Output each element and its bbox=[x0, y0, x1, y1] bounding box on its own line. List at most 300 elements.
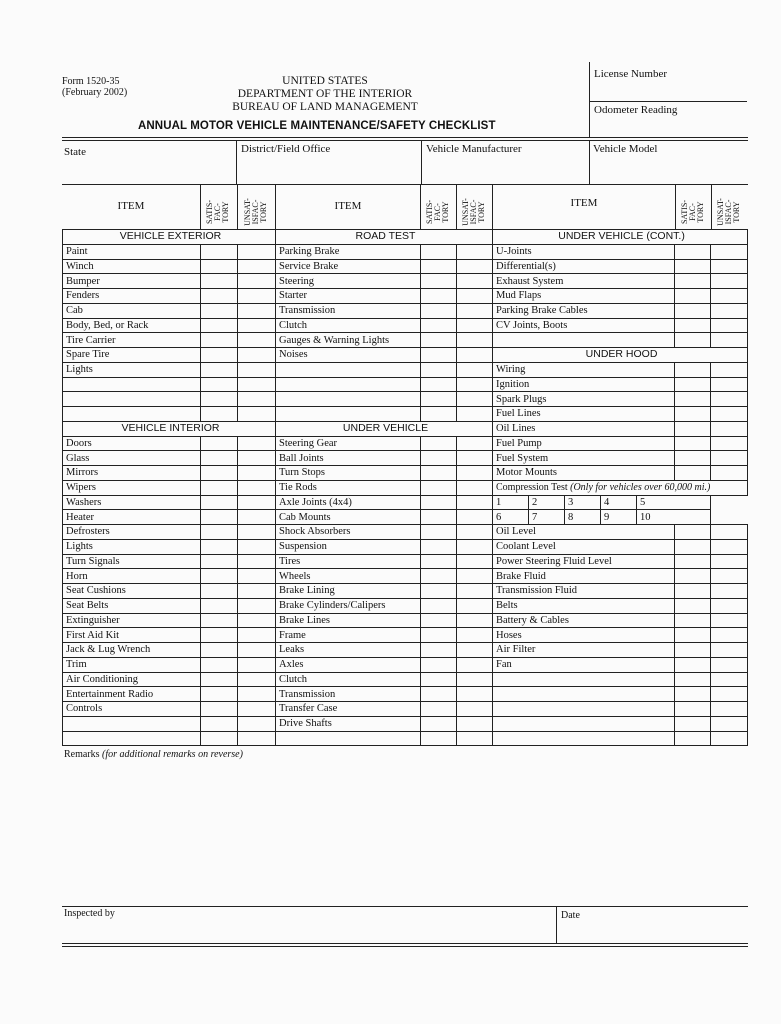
item-blank-10 bbox=[493, 672, 675, 687]
unsatisfactory-checkbox[interactable] bbox=[238, 525, 276, 540]
checklist-row bbox=[493, 687, 748, 702]
satisfactory-checkbox[interactable] bbox=[675, 525, 711, 540]
state-field[interactable] bbox=[64, 160, 232, 180]
unsatisfactory-checkbox[interactable] bbox=[457, 731, 493, 746]
checklist-row bbox=[493, 407, 748, 422]
item-air-filter: Air Filter bbox=[493, 643, 675, 658]
unsatisfactory-checkbox[interactable] bbox=[457, 259, 493, 274]
satisfactory-checkbox[interactable] bbox=[201, 333, 238, 348]
item-clutch: Clutch bbox=[276, 672, 421, 687]
unsatisfactory-checkbox[interactable] bbox=[238, 731, 276, 746]
unsatisfactory-checkbox[interactable] bbox=[711, 407, 748, 422]
checklist-row bbox=[493, 598, 748, 613]
unsatisfactory-checkbox[interactable] bbox=[238, 687, 276, 702]
unsatisfactory-checkbox[interactable] bbox=[238, 584, 276, 599]
unsatisfactory-checkbox[interactable] bbox=[457, 569, 493, 584]
item-gauges-warning-lights: Gauges & Warning Lights bbox=[276, 333, 421, 348]
cylinder-reading-field[interactable] bbox=[583, 510, 601, 525]
checklist-row bbox=[493, 657, 748, 672]
checklist-row bbox=[276, 451, 493, 466]
unsatisfactory-checkbox[interactable] bbox=[457, 702, 493, 717]
checklist-row bbox=[63, 451, 276, 466]
checklist-row bbox=[276, 480, 493, 495]
checklist-column-3 bbox=[492, 229, 748, 746]
checklist-row bbox=[276, 672, 493, 687]
item-blank-10 bbox=[63, 392, 201, 407]
unsatisfactory-checkbox[interactable] bbox=[711, 539, 748, 554]
remarks-area[interactable] bbox=[62, 762, 748, 902]
satisfactory-checkbox[interactable] bbox=[421, 569, 457, 584]
unsatisfactory-checkbox[interactable] bbox=[238, 436, 276, 451]
unsatisfactory-checkbox[interactable] bbox=[711, 672, 748, 687]
license-number-field[interactable] bbox=[594, 82, 744, 98]
checklist-row bbox=[493, 569, 748, 584]
unsatisfactory-checkbox[interactable] bbox=[457, 657, 493, 672]
unsatisfactory-checkbox[interactable] bbox=[711, 333, 748, 348]
satisfactory-checkbox[interactable] bbox=[675, 362, 711, 377]
section-header-row bbox=[63, 230, 276, 245]
unsatisfactory-checkbox[interactable] bbox=[711, 657, 748, 672]
unsatisfactory-checkbox[interactable] bbox=[238, 392, 276, 407]
checklist-row bbox=[63, 525, 276, 540]
item-brake-lining: Brake Lining bbox=[276, 584, 421, 599]
satisfactory-checkbox[interactable] bbox=[421, 584, 457, 599]
checklist-row bbox=[63, 244, 276, 259]
item-controls: Controls bbox=[63, 702, 201, 717]
unsatisfactory-checkbox[interactable] bbox=[238, 569, 276, 584]
satisfactory-checkbox[interactable] bbox=[421, 495, 457, 510]
unsatisfactory-checkbox[interactable] bbox=[711, 274, 748, 289]
satisfactory-checkbox[interactable] bbox=[675, 687, 711, 702]
item-spark-plugs: Spark Plugs bbox=[493, 392, 675, 407]
unsatisfactory-checkbox[interactable] bbox=[238, 539, 276, 554]
item-blank-13 bbox=[493, 716, 675, 731]
checklist-column-2 bbox=[275, 229, 493, 746]
item-brake-cylinders-calipers: Brake Cylinders/Calipers bbox=[276, 598, 421, 613]
item-tires: Tires bbox=[276, 554, 421, 569]
satisfactory-checkbox[interactable] bbox=[421, 643, 457, 658]
cylinder-reading-field[interactable] bbox=[547, 495, 565, 510]
satisfactory-checkbox[interactable] bbox=[675, 466, 711, 481]
satisfactory-checkbox[interactable] bbox=[201, 303, 238, 318]
checklist-row bbox=[276, 466, 493, 481]
unsatisfactory-checkbox[interactable] bbox=[457, 318, 493, 333]
unsatisfactory-checkbox[interactable] bbox=[711, 259, 748, 274]
satisfactory-checkbox[interactable] bbox=[421, 436, 457, 451]
satisfactory-checkbox[interactable] bbox=[675, 643, 711, 658]
satisfactory-checkbox[interactable] bbox=[201, 244, 238, 259]
item-heater: Heater bbox=[63, 510, 201, 525]
item-header-3: ITEM bbox=[570, 197, 598, 209]
satisfactory-checkbox[interactable] bbox=[421, 525, 457, 540]
cylinder-reading-field[interactable] bbox=[656, 510, 711, 525]
odometer-reading-field[interactable] bbox=[594, 118, 744, 134]
satisfactory-checkbox[interactable] bbox=[675, 318, 711, 333]
checklist-row bbox=[276, 525, 493, 540]
unsatisfactory-checkbox[interactable] bbox=[457, 392, 493, 407]
item-suspension: Suspension bbox=[276, 539, 421, 554]
unsatisfactory-checkbox[interactable] bbox=[711, 362, 748, 377]
cylinder-reading-field[interactable] bbox=[511, 510, 529, 525]
satisfactory-checkbox[interactable] bbox=[421, 731, 457, 746]
cylinder-number: 4 bbox=[601, 495, 619, 510]
unsatisfactory-checkbox[interactable] bbox=[457, 525, 493, 540]
satisfactory-checkbox[interactable] bbox=[201, 702, 238, 717]
satisfactory-checkbox[interactable] bbox=[421, 289, 457, 304]
unsatisfactory-checkbox[interactable] bbox=[711, 716, 748, 731]
satisfactory-checkbox[interactable] bbox=[421, 392, 457, 407]
satisfactory-checkbox[interactable] bbox=[421, 274, 457, 289]
unsatisfactory-checkbox[interactable] bbox=[457, 539, 493, 554]
checklist-row bbox=[493, 244, 748, 259]
satisfactory-checkbox[interactable] bbox=[421, 377, 457, 392]
satisfactory-checkbox[interactable] bbox=[201, 525, 238, 540]
item-ball-joints: Ball Joints bbox=[276, 451, 421, 466]
satisfactory-checkbox[interactable] bbox=[201, 554, 238, 569]
unsatisfactory-checkbox[interactable] bbox=[457, 495, 493, 510]
unsatisfactory-checkbox[interactable] bbox=[711, 554, 748, 569]
cylinder-number: 7 bbox=[529, 510, 547, 525]
satisfactory-checkbox[interactable] bbox=[421, 598, 457, 613]
item-drive-shafts: Drive Shafts bbox=[276, 716, 421, 731]
satisfactory-checkbox[interactable] bbox=[201, 510, 238, 525]
unsatisfactory-checkbox[interactable] bbox=[238, 657, 276, 672]
item-lights: Lights bbox=[63, 362, 201, 377]
unsatisfactory-checkbox[interactable] bbox=[711, 702, 748, 717]
satisfactory-checkbox[interactable] bbox=[201, 451, 238, 466]
unsatisfactory-checkbox[interactable] bbox=[457, 244, 493, 259]
unsatisfactory-checkbox[interactable] bbox=[711, 584, 748, 599]
checklist-row bbox=[493, 628, 748, 643]
satisfactory-checkbox[interactable] bbox=[675, 539, 711, 554]
unsatisfactory-checkbox[interactable] bbox=[238, 407, 276, 422]
satisfactory-checkbox[interactable] bbox=[421, 657, 457, 672]
unsatisfactory-checkbox[interactable] bbox=[238, 244, 276, 259]
item-blank-11 bbox=[493, 687, 675, 702]
checklist-row bbox=[63, 466, 276, 481]
unsatisfactory-checkbox[interactable] bbox=[238, 643, 276, 658]
satisfactory-checkbox[interactable] bbox=[675, 598, 711, 613]
satisfactory-checkbox[interactable] bbox=[201, 716, 238, 731]
item-header-2: ITEM bbox=[334, 200, 362, 212]
satisfactory-checkbox[interactable] bbox=[421, 687, 457, 702]
unsatisfactory-checkbox[interactable] bbox=[457, 377, 493, 392]
cylinder-reading-field[interactable] bbox=[619, 510, 637, 525]
satisfactory-checkbox[interactable] bbox=[675, 554, 711, 569]
unsatisfactory-checkbox[interactable] bbox=[711, 598, 748, 613]
date-field[interactable] bbox=[561, 924, 745, 942]
item-noises: Noises bbox=[276, 348, 421, 363]
item-blank-11 bbox=[63, 407, 201, 422]
section-title: UNDER VEHICLE (CONT.) bbox=[493, 230, 748, 245]
inspected-by-field[interactable] bbox=[64, 922, 552, 940]
satisfactory-checkbox[interactable] bbox=[675, 289, 711, 304]
unsatisfactory-checkbox[interactable] bbox=[238, 348, 276, 363]
unsatisfactory-checkbox[interactable] bbox=[238, 259, 276, 274]
cylinder-reading-field[interactable] bbox=[656, 495, 711, 510]
item-differential-s: Differential(s) bbox=[493, 259, 675, 274]
satisfactory-checkbox[interactable] bbox=[201, 289, 238, 304]
unsatisfactory-checkbox[interactable] bbox=[457, 628, 493, 643]
satisfactory-checkbox[interactable] bbox=[201, 731, 238, 746]
unsatisfactory-checkbox[interactable] bbox=[238, 318, 276, 333]
checklist-row bbox=[63, 613, 276, 628]
satisfactory-checkbox[interactable] bbox=[421, 333, 457, 348]
unsatisfactory-checkbox[interactable] bbox=[457, 480, 493, 495]
item-steering-gear: Steering Gear bbox=[276, 436, 421, 451]
unsatisfactory-checkbox[interactable] bbox=[457, 584, 493, 599]
satisfactory-checkbox[interactable] bbox=[675, 421, 711, 436]
unsatisfactory-checkbox[interactable] bbox=[457, 303, 493, 318]
satisfactory-checkbox[interactable] bbox=[675, 628, 711, 643]
satisfactory-checkbox[interactable] bbox=[201, 687, 238, 702]
satisfactory-checkbox[interactable] bbox=[421, 244, 457, 259]
satisfactory-checkbox[interactable] bbox=[201, 672, 238, 687]
unsatisfactory-checkbox[interactable] bbox=[238, 362, 276, 377]
satisfactory-checkbox[interactable] bbox=[421, 554, 457, 569]
item-header-1: ITEM bbox=[117, 200, 145, 212]
unsatisfactory-checkbox[interactable] bbox=[238, 333, 276, 348]
unsatisfactory-checkbox[interactable] bbox=[711, 392, 748, 407]
item-transmission-fluid: Transmission Fluid bbox=[493, 584, 675, 599]
unsatisfactory-checkbox[interactable] bbox=[711, 628, 748, 643]
unsatisfactory-checkbox[interactable] bbox=[457, 510, 493, 525]
unsatisfactory-checkbox[interactable] bbox=[457, 613, 493, 628]
unsatisfactory-checkbox[interactable] bbox=[711, 687, 748, 702]
satisfactory-checkbox[interactable] bbox=[201, 362, 238, 377]
unsatisfactory-checkbox[interactable] bbox=[238, 274, 276, 289]
checklist-row bbox=[63, 643, 276, 658]
item-cab: Cab bbox=[63, 303, 201, 318]
satisfactory-checkbox[interactable] bbox=[201, 598, 238, 613]
item-transmission: Transmission bbox=[276, 303, 421, 318]
checklist-row bbox=[63, 362, 276, 377]
unsatisfactory-checkbox[interactable] bbox=[457, 362, 493, 377]
unsatisfactory-checkbox[interactable] bbox=[238, 702, 276, 717]
satisfactory-checkbox[interactable] bbox=[675, 731, 711, 746]
compression-cylinder-row bbox=[493, 510, 748, 525]
district-field[interactable] bbox=[241, 160, 417, 180]
satisfactory-checkbox[interactable] bbox=[421, 716, 457, 731]
unsatisfactory-checkbox[interactable] bbox=[457, 407, 493, 422]
unsatisfactory-checkbox[interactable] bbox=[457, 716, 493, 731]
satisfactory-checkbox[interactable] bbox=[201, 613, 238, 628]
unsatisfactory-checkbox[interactable] bbox=[457, 289, 493, 304]
compression-cylinder-row bbox=[493, 495, 748, 510]
satisfactory-checkbox[interactable] bbox=[201, 274, 238, 289]
unsatisfactory-checkbox[interactable] bbox=[457, 466, 493, 481]
checklist-row bbox=[276, 731, 493, 746]
district-label: District/Field Office bbox=[241, 143, 331, 155]
unsatisfactory-checkbox[interactable] bbox=[238, 672, 276, 687]
cylinder-reading-field[interactable] bbox=[619, 495, 637, 510]
unsatisfactory-checkbox[interactable] bbox=[457, 554, 493, 569]
unsatisfactory-checkbox[interactable] bbox=[457, 274, 493, 289]
satisfactory-checkbox[interactable] bbox=[675, 672, 711, 687]
satisfactory-checkbox[interactable] bbox=[675, 613, 711, 628]
unsatisfactory-checkbox[interactable] bbox=[711, 244, 748, 259]
unsatisfactory-checkbox[interactable] bbox=[711, 731, 748, 746]
unsatisfactory-checkbox[interactable] bbox=[711, 436, 748, 451]
checklist-row bbox=[276, 318, 493, 333]
satisfactory-checkbox[interactable] bbox=[201, 348, 238, 363]
satisfactory-checkbox[interactable] bbox=[675, 716, 711, 731]
cylinder-number: 10 bbox=[637, 510, 656, 525]
checklist-row bbox=[493, 466, 748, 481]
checklist-row bbox=[63, 407, 276, 422]
unsatisfactory-checkbox[interactable] bbox=[711, 289, 748, 304]
satisfactory-checkbox[interactable] bbox=[675, 377, 711, 392]
manufacturer-field[interactable] bbox=[426, 160, 584, 180]
unsatisfactory-checkbox[interactable] bbox=[238, 628, 276, 643]
satisfactory-checkbox[interactable] bbox=[421, 510, 457, 525]
satisfactory-checkbox[interactable] bbox=[675, 392, 711, 407]
checklist-row bbox=[493, 274, 748, 289]
checklist-row bbox=[63, 274, 276, 289]
unsatisfactory-checkbox[interactable] bbox=[457, 348, 493, 363]
unsatisfactory-checkbox[interactable] bbox=[457, 436, 493, 451]
satisfactory-checkbox[interactable] bbox=[675, 569, 711, 584]
satisfactory-checkbox[interactable] bbox=[201, 407, 238, 422]
satisfactory-checkbox[interactable] bbox=[201, 628, 238, 643]
satisfactory-checkbox[interactable] bbox=[421, 303, 457, 318]
satisfactory-header-2: SATIS- FAC- TORY bbox=[425, 200, 450, 225]
checklist-row bbox=[276, 259, 493, 274]
satisfactory-checkbox[interactable] bbox=[675, 303, 711, 318]
model-field[interactable] bbox=[593, 160, 743, 180]
unsatisfactory-checkbox[interactable] bbox=[457, 643, 493, 658]
satisfactory-checkbox[interactable] bbox=[201, 643, 238, 658]
unsatisfactory-checkbox[interactable] bbox=[457, 451, 493, 466]
satisfactory-checkbox[interactable] bbox=[675, 333, 711, 348]
unsatisfactory-checkbox[interactable] bbox=[238, 510, 276, 525]
unsatisfactory-checkbox[interactable] bbox=[711, 525, 748, 540]
satisfactory-checkbox[interactable] bbox=[201, 436, 238, 451]
satisfactory-checkbox[interactable] bbox=[421, 407, 457, 422]
unsatisfactory-checkbox[interactable] bbox=[238, 451, 276, 466]
unsatisfactory-checkbox[interactable] bbox=[457, 687, 493, 702]
unsatisfactory-checkbox[interactable] bbox=[711, 377, 748, 392]
unsatisfactory-checkbox[interactable] bbox=[238, 598, 276, 613]
satisfactory-checkbox[interactable] bbox=[421, 318, 457, 333]
unsatisfactory-checkbox[interactable] bbox=[711, 613, 748, 628]
satisfactory-checkbox[interactable] bbox=[201, 377, 238, 392]
item-tie-rods: Tie Rods bbox=[276, 480, 421, 495]
item-jack-lug-wrench: Jack & Lug Wrench bbox=[63, 643, 201, 658]
license-number-label: License Number bbox=[594, 68, 667, 80]
cylinder-reading-field[interactable] bbox=[547, 510, 565, 525]
checklist-row bbox=[276, 539, 493, 554]
checklist-row bbox=[276, 716, 493, 731]
satisfactory-checkbox[interactable] bbox=[421, 451, 457, 466]
unsatisfactory-checkbox[interactable] bbox=[711, 569, 748, 584]
item-wheels: Wheels bbox=[276, 569, 421, 584]
satisfactory-checkbox[interactable] bbox=[201, 495, 238, 510]
satisfactory-checkbox[interactable] bbox=[201, 569, 238, 584]
satisfactory-checkbox[interactable] bbox=[675, 657, 711, 672]
cylinder-reading-field[interactable] bbox=[511, 495, 529, 510]
unsatisfactory-checkbox[interactable] bbox=[238, 495, 276, 510]
unsatisfactory-checkbox[interactable] bbox=[238, 554, 276, 569]
satisfactory-checkbox[interactable] bbox=[201, 392, 238, 407]
unsatisfactory-checkbox[interactable] bbox=[711, 318, 748, 333]
satisfactory-checkbox[interactable] bbox=[421, 362, 457, 377]
unsatisfactory-checkbox[interactable] bbox=[238, 613, 276, 628]
unsatisfactory-checkbox[interactable] bbox=[238, 466, 276, 481]
satisfactory-checkbox[interactable] bbox=[201, 657, 238, 672]
unsatisfactory-checkbox[interactable] bbox=[711, 303, 748, 318]
satisfactory-checkbox[interactable] bbox=[201, 480, 238, 495]
satisfactory-checkbox[interactable] bbox=[421, 539, 457, 554]
unsatisfactory-checkbox[interactable] bbox=[711, 421, 748, 436]
satisfactory-checkbox[interactable] bbox=[421, 672, 457, 687]
checklist-row bbox=[276, 613, 493, 628]
satisfactory-checkbox[interactable] bbox=[201, 584, 238, 599]
item-body-bed-or-rack: Body, Bed, or Rack bbox=[63, 318, 201, 333]
unsatisfactory-checkbox[interactable] bbox=[711, 466, 748, 481]
item-blank-9 bbox=[63, 377, 201, 392]
item-tire-carrier: Tire Carrier bbox=[63, 333, 201, 348]
satisfactory-checkbox[interactable] bbox=[675, 244, 711, 259]
satisfactory-checkbox[interactable] bbox=[675, 451, 711, 466]
unsatisfactory-checkbox[interactable] bbox=[238, 377, 276, 392]
section-title: VEHICLE INTERIOR bbox=[63, 421, 276, 436]
satisfactory-checkbox[interactable] bbox=[421, 702, 457, 717]
agency-line-1: UNITED STATES bbox=[282, 75, 368, 87]
satisfactory-checkbox[interactable] bbox=[675, 584, 711, 599]
satisfactory-checkbox[interactable] bbox=[421, 259, 457, 274]
remarks-label: Remarks (for additional remarks on reverse) bbox=[64, 749, 243, 760]
checklist-row bbox=[63, 731, 276, 746]
unsatisfactory-checkbox[interactable] bbox=[238, 303, 276, 318]
satisfactory-checkbox[interactable] bbox=[201, 259, 238, 274]
cylinder-reading-field[interactable] bbox=[583, 495, 601, 510]
satisfactory-checkbox[interactable] bbox=[675, 436, 711, 451]
satisfactory-checkbox[interactable] bbox=[421, 613, 457, 628]
item-fuel-system: Fuel System bbox=[493, 451, 675, 466]
unsatisfactory-checkbox[interactable] bbox=[238, 480, 276, 495]
satisfactory-checkbox[interactable] bbox=[421, 628, 457, 643]
satisfactory-checkbox[interactable] bbox=[675, 274, 711, 289]
checklist-row bbox=[493, 436, 748, 451]
unsatisfactory-checkbox[interactable] bbox=[711, 451, 748, 466]
unsatisfactory-checkbox[interactable] bbox=[238, 289, 276, 304]
unsatisfactory-checkbox[interactable] bbox=[457, 598, 493, 613]
satisfactory-checkbox[interactable] bbox=[675, 407, 711, 422]
checklist-row bbox=[276, 657, 493, 672]
satisfactory-checkbox[interactable] bbox=[421, 466, 457, 481]
satisfactory-checkbox[interactable] bbox=[675, 702, 711, 717]
checklist-row bbox=[63, 303, 276, 318]
item-service-brake: Service Brake bbox=[276, 259, 421, 274]
satisfactory-checkbox[interactable] bbox=[201, 466, 238, 481]
satisfactory-checkbox[interactable] bbox=[201, 539, 238, 554]
satisfactory-checkbox[interactable] bbox=[675, 259, 711, 274]
checklist-row bbox=[63, 569, 276, 584]
manufacturer-label: Vehicle Manufacturer bbox=[426, 143, 522, 155]
item-doors: Doors bbox=[63, 436, 201, 451]
unsatisfactory-checkbox[interactable] bbox=[711, 643, 748, 658]
satisfactory-checkbox[interactable] bbox=[201, 318, 238, 333]
unsatisfactory-checkbox[interactable] bbox=[457, 333, 493, 348]
unsatisfactory-checkbox[interactable] bbox=[457, 672, 493, 687]
unsatisfactory-checkbox[interactable] bbox=[238, 716, 276, 731]
satisfactory-checkbox[interactable] bbox=[421, 348, 457, 363]
satisfactory-checkbox[interactable] bbox=[421, 480, 457, 495]
item-washers: Washers bbox=[63, 495, 201, 510]
item-blank-14 bbox=[493, 731, 675, 746]
item-brake-fluid: Brake Fluid bbox=[493, 569, 675, 584]
